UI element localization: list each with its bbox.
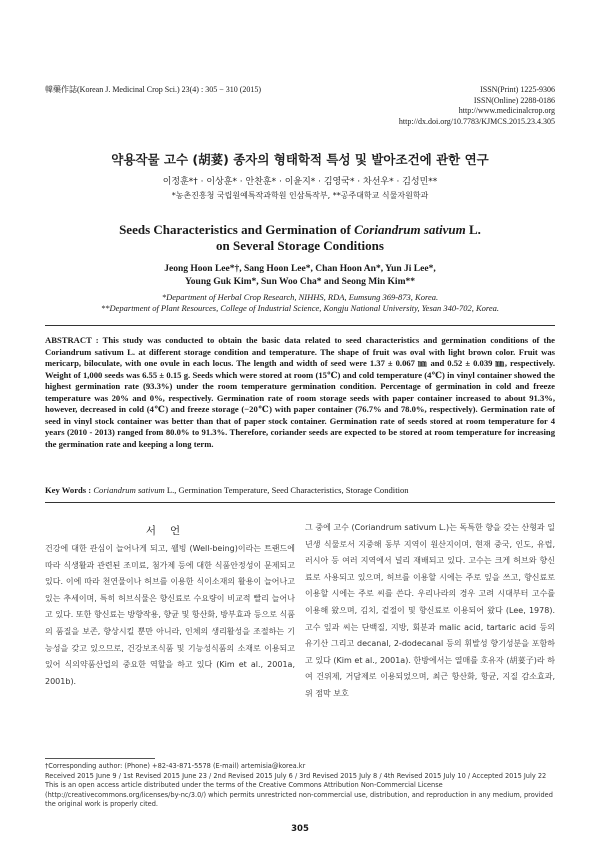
english-title (0, 222, 600, 254)
abstract-bottom-rule (45, 502, 555, 503)
keywords-rest: L., Germination Temperature, Seed Characteristics, Storage Condition (164, 485, 409, 495)
korean-title: 약용작물 고수 (胡荽) 종자의 형태학적 특성 및 발아조건에 관한 연구 (111, 152, 489, 167)
journal-url[interactable]: http://www.medicinalcrop.org (458, 106, 555, 115)
english-affiliation: *Department of Herbal Crop Research, NIHHS, RDA, Eumsung 369-873, Korea. **Department of Plant Resources, College of Industrial Science, Kongju National University, Yesan 340-702, Korea. (100, 292, 500, 313)
english-title-line1: Seeds Characteristics and Germination of Coriandrum sativum L. (119, 222, 481, 237)
keywords-species: Coriandrum sativum (93, 485, 165, 495)
korean-authors: 이정훈*† · 이상훈* · 안찬훈* · 이윤지* · 김영국* · 차선우* · 김성민** (162, 177, 438, 187)
doi-link[interactable]: http://dx.doi.org/10.7783/KJMCS.2015.23.4.305 (398, 116, 555, 126)
page-number: 305 (291, 824, 309, 834)
footnote-rule (45, 758, 155, 759)
received-dates: Received 2015 June 9 / 1st Revised 2015 June 23 / 2nd Revised 2015 July 6 / 3rd Revised 2015 July 8 / 4th Revised 2015 July 10 / Accepted 2015 July 22 (45, 771, 547, 780)
corresponding-author: †Corresponding author: (Phone) +82-43-871-5578 (E-mail) artemisia@korea.kr (45, 762, 306, 770)
issn-print: ISSN(Print) 1225-9306 (480, 85, 555, 94)
english-authors: Jeong Hoon Lee*†, Sang Hoon Lee*, Chan Hoon An*, Yun Ji Lee*, Young Guk Kim*, Sun Woo Cha* and Seong Min Kim** (164, 264, 436, 287)
abstract-top-rule (45, 325, 555, 326)
keywords-label: Key Words : (45, 485, 92, 495)
section-title: 서언 (145, 525, 195, 537)
body-left-column: 건강에 대한 관심이 늘어나게 되고, 웰빙 (Well-being)이라는 트랜드에 따라 식생활과 관련된 조미료, 첨가제 등에 대한 식품안정성이 문제되고 있다. 이에 따라 천연물이나 허브를 이용한 식이소재의 활용이 늘어나고 있는 추세이며, 특히 허브식물은 향신료로 수요량이 비교적 빨리 늘어나고 있다. 또한 향신료는 방향작용, 향균 및 항산화, 방부효과 등으로 식품의 품질을 보존, 향상시킬 뿐만 아니라, 인체의 생리활성을 조절하는 기능성을 갖고 있으므로, 건강보조식품 및 기능성식품의 소재로 이용되고 있어 식의약품산업의 중요한 역할을 하고 있다 (Kim et al., 2001a, 2001b). (45, 544, 295, 686)
keywords (45, 485, 555, 496)
license-text: This is an open access article distributed under the terms of the Creative Commons Attribution Non-Commercial License (http://creativecommons.org/licenses/by-nc/3.0/) which permits unrestricted non-commercial use, distribution, and reproduction in any medium, provided the original work is properly cited. (45, 781, 553, 809)
english-title-line2: on Several Storage Conditions (216, 238, 384, 253)
footnote (45, 762, 555, 810)
korean-affiliation: *농촌진흥청 국립원예특작과학원 인삼특작부, **공주대학교 식물자원학과 (171, 191, 429, 200)
issn-online: ISSN(Online) 2288-0186 (473, 95, 555, 105)
journal-line: 韓藥作誌(Korean J. Medicinal Crop Sci.) 23(4) : 305 − 310 (2015) (45, 85, 262, 94)
abstract: ABSTRACT : This study was conducted to obtain the basic data related to seed characteristics and germination conditions of the Coriandrum sativum L. at different storage condition and temperature. The shape of fruit was oval with light brown color. Fruit was mericarp, biloculate, with one ovule in each locus. The length and width of seed were 1.37 ± 0.067 ㎜ and 0.52 ± 0.039 ㎜, respectively. Weight of 1,000 seeds was 6.55 ± 0.15 g. Seeds which were stored at room (15℃) and cold temperature (4℃) in vinyl container showed the highest germination rate (93.3%) under the room temperature germination condition. Percentage of germination in cold and freeze temperature was 20% and 0%, respectively. Germination rate of room storage seeds with paper container increased to about 91.3%, however, decreased in cold (4℃) and freeze storage (−20℃) with paper container (76.7% and 78.0%, respectively). Germination rate of seed in vinyl stock container was better than that of paper stock container. Germination rate of seeds stored at room temperature for 4 years (2010 - 2013) ranged from 80.0% to 91.3%. Therefore, coriander seeds are expected to be stored at room temperature for increasing the germination rate and keeping a long term. (45, 335, 555, 449)
journal-citation (45, 85, 261, 95)
issn-block (399, 85, 555, 127)
body-right-column: 그 중에 고수 (Coriandrum sativum L.)는 독특한 향을 갖는 산형과 일년생 식물로서 지중해 동부 지역이 원산지이며, 현재 중국, 인도, 유럽, 러시아 등 여러 지역에서 널리 재배되고 있다. 고수는 크게 허브와 향신료로 사용되고 있으며, 허브를 이용할 시에는 주로 잎을 쓰고, 향신료로 이용할 시에는 주로 씨를 쓴다. 우리나라의 경우 고려 시대부터 고수를 이용해 왔으며, 김치, 겉절이 및 향신료로 이용되어 왔다 (Lee, 1978). 고수 잎과 씨는 단백질, 지방, 회분과 malic acid, tartaric acid 등의 유기산 그리고 decanal, 2-dodecanal 등의 휘발성 향기성분을 포함하고 있다 (Kim et al., 2001a). 한방에서는 열매를 호유자 (胡荽子)라 하여 건위제, 거담제로 이용되었으며, 최근 항산화, 항균, 지질 감소효과, 위 점막 보호 (305, 523, 555, 698)
